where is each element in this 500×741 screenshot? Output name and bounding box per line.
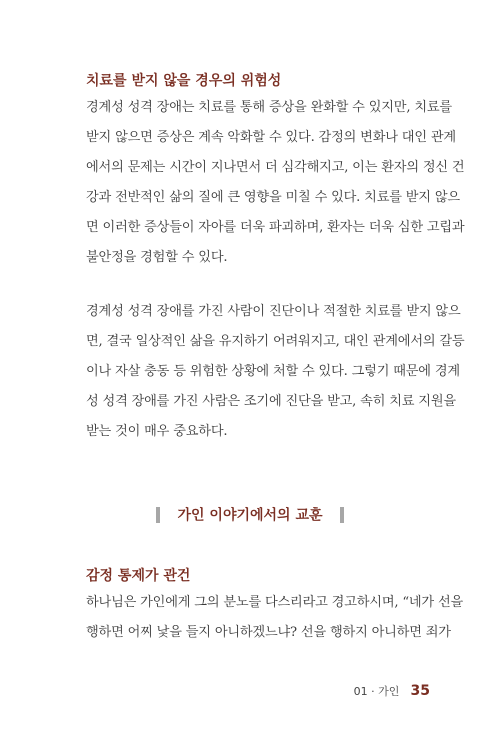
section-heading-risks: 치료를 받지 않을 경우의 위험성	[86, 73, 282, 89]
section-title-lesson	[0, 504, 500, 528]
subheading-emotion-control: 감정 통제가 관건	[86, 568, 191, 584]
text-line: 경계성 성격 장애는 치료를 통해 증상을 완화할 수 있지만, 치료를	[86, 100, 452, 115]
text-line: 불안정을 경험할 수 있다.	[86, 250, 228, 265]
section-title-text: 가인 이야기에서의 교훈	[177, 507, 323, 524]
text-line: 에서의 문제는 시간이 지나면서 더 심각해지고, 이는 환자의 정신 건	[86, 160, 465, 175]
page-footer	[354, 680, 430, 699]
text-line: 받는 것이 매우 중요하다.	[86, 424, 228, 439]
chapter-label: 01 · 가인	[353, 685, 400, 698]
text-line: 행하면 어찌 낯을 들지 아니하겠느냐? 선을 행하지 아니하면 죄가	[86, 625, 451, 640]
text-line: 하나님은 가인에게 그의 분노를 다스리라고 경고하시며, “네가 선을	[86, 595, 464, 610]
text-line: 강과 전반적인 삶의 질에 큰 영향을 미칠 수 있다. 치료를 받지 않으	[86, 190, 460, 205]
paragraph-lesson	[86, 588, 464, 648]
text-line: 이나 자살 충동 등 위험한 상황에 처할 수 있다. 그렇기 때문에 경계	[86, 364, 460, 379]
paragraph-risks-1	[86, 93, 465, 273]
text-line: 경계성 성격 장애를 가진 사람이 진단이나 적절한 치료를 받지 않으	[86, 304, 461, 319]
text-line: 성 성격 장애를 가진 사람은 조기에 진단을 받고, 속히 치료 지원을	[86, 394, 456, 409]
paragraph-risks-2	[86, 297, 465, 447]
text-line: 면 이러한 증상들이 자아를 더욱 파괴하며, 환자는 더욱 심한 고립과	[86, 220, 465, 235]
page-number: 35	[410, 683, 430, 699]
title-bar-left	[156, 507, 160, 523]
title-bar-right	[340, 507, 344, 523]
text-line: 받지 않으면 증상은 계속 악화할 수 있다. 감정의 변화나 대인 관계	[86, 130, 456, 145]
text-line: 면, 결국 일상적인 삶을 유지하기 어려워지고, 대인 관계에서의 갈등	[86, 334, 465, 349]
